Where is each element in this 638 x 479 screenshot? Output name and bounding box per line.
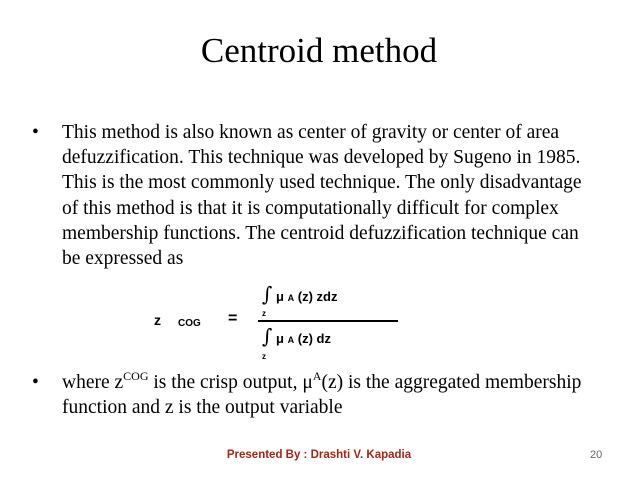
cog-superscript: COG (123, 368, 149, 383)
presenter-footer: Presented By : Drashti V. Kapadia (226, 449, 412, 461)
integral-symbol: ∫ (262, 324, 273, 348)
mu-subscript: A (287, 293, 295, 303)
bullet-marker: • (32, 372, 39, 393)
denominator-rest: (z) dz (297, 331, 331, 346)
where-part2: is the crisp output, μ (148, 372, 313, 393)
mu-subscript: A (287, 335, 295, 345)
a-superscript: A (312, 368, 322, 383)
where-part1: where z (62, 372, 124, 393)
formula-lhs: z (154, 312, 161, 328)
where-part3: (z) is the aggregated membership function and z is the output variable (62, 372, 582, 419)
bullet-text: This method is also known as center of gravity or center of area defuzzification. This technique was developed by Sugeno in 1985. This is the most commonly used technique. The only disadvantage of this method is that it is computationally difficult for complex membership functions. The centroid defuzzification technique can be expressed as (62, 122, 582, 270)
formula-numerator (262, 282, 337, 306)
bullet-text (62, 370, 602, 420)
integral-symbol: ∫ (262, 282, 273, 306)
formula-lhs-subscript: COG (178, 318, 201, 329)
numerator-rest: (z) zdz (297, 289, 338, 304)
centroid-formula (150, 282, 410, 362)
mu-symbol: μ (276, 289, 285, 304)
mu-symbol: μ (276, 331, 285, 346)
bullet-marker: • (32, 122, 39, 143)
fraction-bar (258, 320, 398, 322)
bullet-where (32, 370, 602, 420)
formula-denominator (262, 324, 331, 348)
bullet-definition (32, 120, 602, 271)
numerator-limit: z (262, 309, 266, 318)
formula-equals: = (228, 310, 238, 327)
denominator-limit: z (262, 352, 266, 361)
page-number: 20 (590, 449, 603, 461)
slide-title: Centroid method (200, 31, 438, 70)
